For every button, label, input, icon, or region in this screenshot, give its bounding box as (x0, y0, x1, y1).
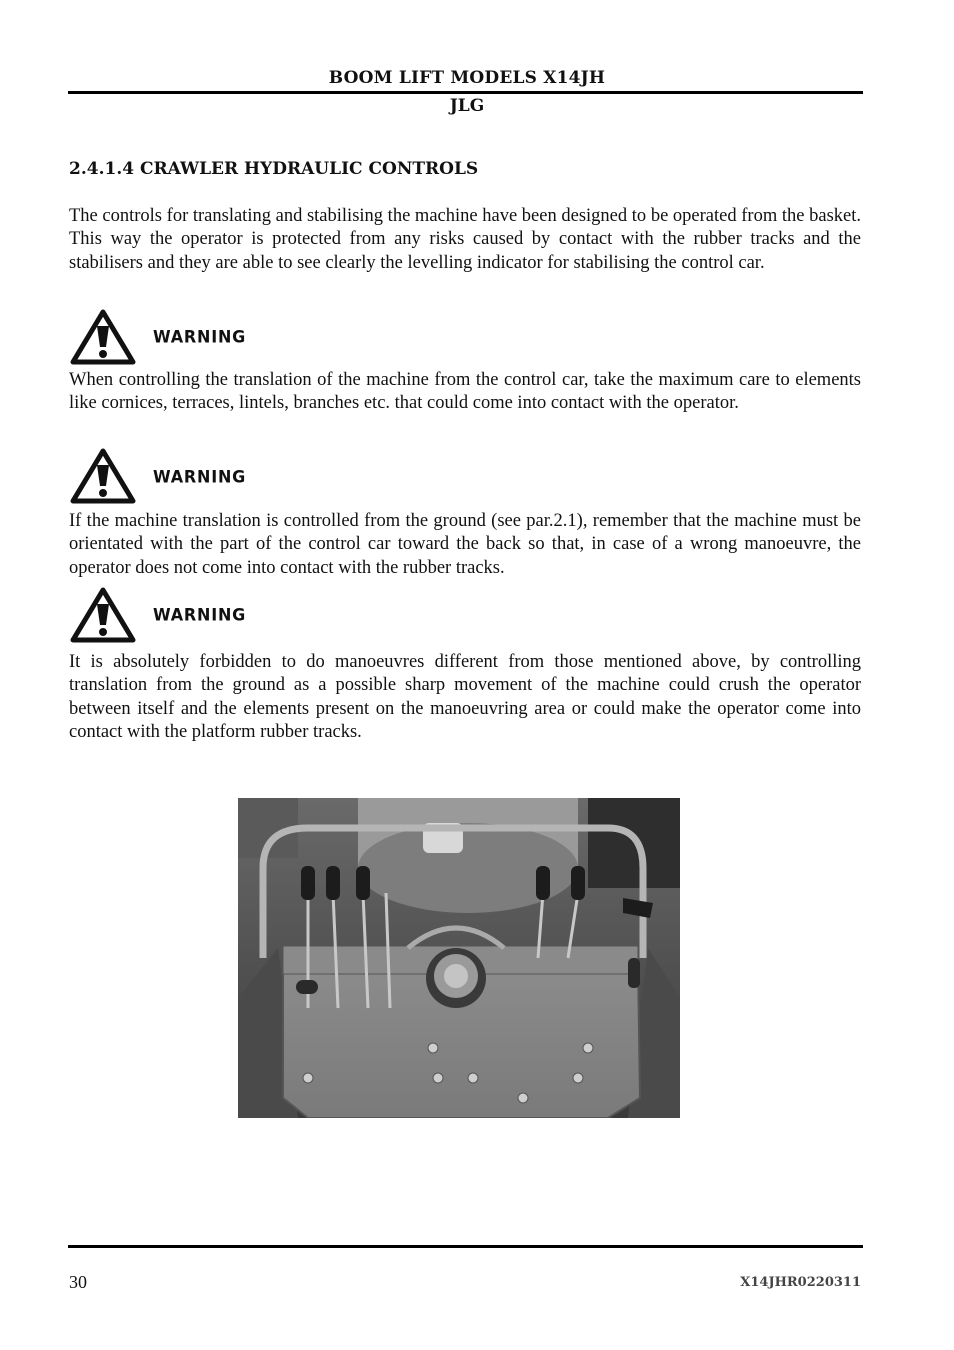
warning-text: If the machine translation is controlled from the ground (see par.2.1), remember that the machine must be orientated with the part of the control car toward the back so that, in case of a wrong manoeuvre, the operator does not come into contact with the rubber tracks. (69, 511, 861, 578)
warning-label: WARNING (153, 466, 247, 487)
intro-paragraph: The controls for translating and stabilising the machine have been designed to be operated from the basket. This way the operator is protected from any risks caused by contact with the rubber tracks and the stabilisers and they are able to see clearly the levelling indicator for stabilising the control car. (69, 206, 861, 273)
warning-label: WARNING (153, 604, 247, 625)
brand-name: JLG (449, 96, 485, 116)
page-number: 30 (69, 1272, 87, 1292)
header-divider (68, 91, 863, 94)
warning-label: WARNING (153, 326, 247, 347)
footer-divider (68, 1245, 863, 1248)
warning-triangle-icon (70, 587, 136, 643)
warning-text: When controlling the translation of the machine from the control car, take the maximum care to elements like cornices, terraces, lintels, branches etc. that could come into contact with the operator. (69, 370, 861, 414)
control-panel-photo (238, 798, 680, 1118)
warning-triangle-icon (70, 448, 136, 504)
warning-text: It is absolutely forbidden to do manoeuvres different from those mentioned above, by controlling translation from the ground as a possible sharp movement of the machine could crush the operator between itself and the elements present on the manoeuvring area or could make the operator come into contact with the platform rubber tracks. (69, 652, 861, 743)
document-code: X14JHR0220311 (740, 1275, 861, 1290)
warning-triangle-icon (70, 309, 136, 365)
document-title: BOOM LIFT MODELS X14JH (328, 68, 606, 88)
section-heading: 2.4.1.4 CRAWLER HYDRAULIC CONTROLS (69, 159, 479, 179)
